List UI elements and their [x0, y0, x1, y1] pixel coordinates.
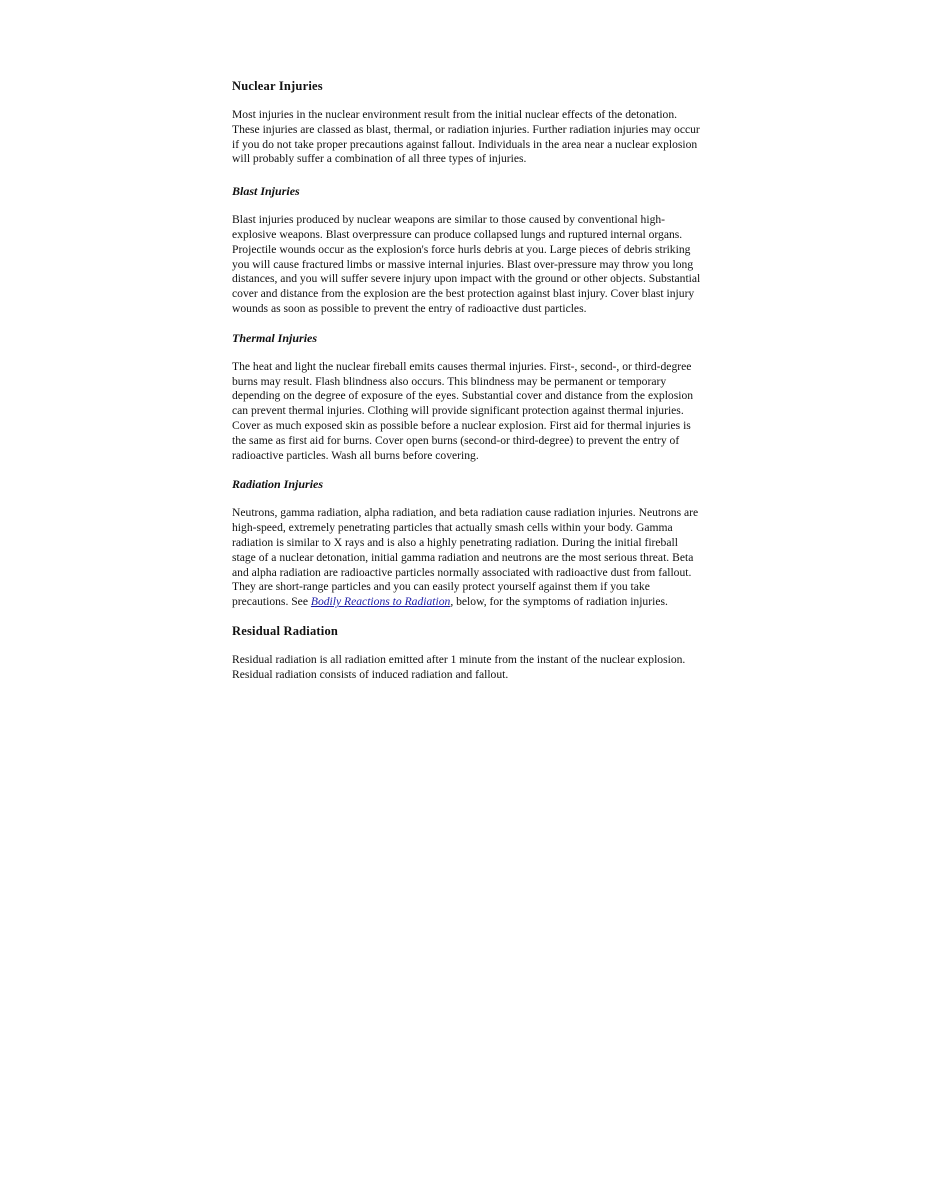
paragraph-thermal-injuries: The heat and light the nuclear fireball emits causes thermal injuries. First-, second-, or third-degree burns may result. Flash blindness also occurs. This blindness may be permanent or temporary depending on the degree of exposure of the eyes. Substantial cover and distance from the explosion can prevent thermal injuries. Clothing will provide significant protection against thermal injuries. Cover as much exposed skin as possible before a nuclear explosion. First aid for thermal injuries is the same as first aid for burns. Cover open burns (second-or third-degree) to prevent the entry of radioactive particles. Wash all burns before covering. — [232, 359, 694, 462]
radiation-text-after: , below, for the symptoms of radiation injuries. — [450, 595, 668, 609]
heading-blast-injuries: Blast Injuries — [232, 184, 300, 199]
heading-thermal-injuries: Thermal Injuries — [232, 330, 318, 345]
bodily-reactions-link[interactable]: Bodily Reactions to Radiation — [310, 595, 451, 609]
paragraph-residual-radiation: Residual radiation is all radiation emitted after 1 minute from the instant of the nuclear explosion. Residual radiation consists of induced radiation and fallout. — [232, 652, 686, 681]
radiation-text-before: Neutrons, gamma radiation, alpha radiation, and beta radiation cause radiation injuries. Neutrons are high-speed, extremely penetrating particles that actually smash cells within your body. Gamma radiation is similar to X rays and is also a highly penetrating radiation. During the initial fireball stage of a nuclear detonation, initial gamma radiation and neutrons are the most serious threat. Beta and alpha radiation are radioactive particles normally associated with radioactive dust from fallout. They are short-range particles and you can easily protect yourself against them if you take precautions. See — [232, 506, 699, 609]
paragraph-blast-injuries: Blast injuries produced by nuclear weapons are similar to those caused by conventional high-explosive weapons. Blast overpressure can produce collapsed lungs and ruptured internal organs. Projectile wounds occur as the explosion's force hurls debris at you. Large pieces of debris striking you will cause fractured limbs or massive internal injuries. Blast over-pressure may throw you long distances, and you will suffer severe injury upon impact with the ground or other objects. Substantial cover and distance from the explosion are the best protection against blast injury. Cover blast injury wounds as soon as possible to prevent the entry of radioactive dust particles. — [232, 213, 701, 315]
heading-radiation-injuries: Radiation Injuries — [232, 477, 324, 492]
paragraph-radiation-injuries — [232, 506, 702, 610]
document-page — [232, 78, 702, 683]
heading-nuclear-injuries: Nuclear Injuries — [232, 79, 323, 93]
heading-residual-radiation: Residual Radiation — [232, 623, 339, 638]
paragraph-nuclear-injuries: Most injuries in the nuclear environment result from the initial nuclear effects of the detonation. These injuries are classed as blast, thermal, or radiation injuries. Further radiation injuries may occur if you do not take proper precautions against fallout. Individuals in the area near a nuclear explosion will probably suffer a combination of all three types of injuries. — [232, 108, 700, 166]
